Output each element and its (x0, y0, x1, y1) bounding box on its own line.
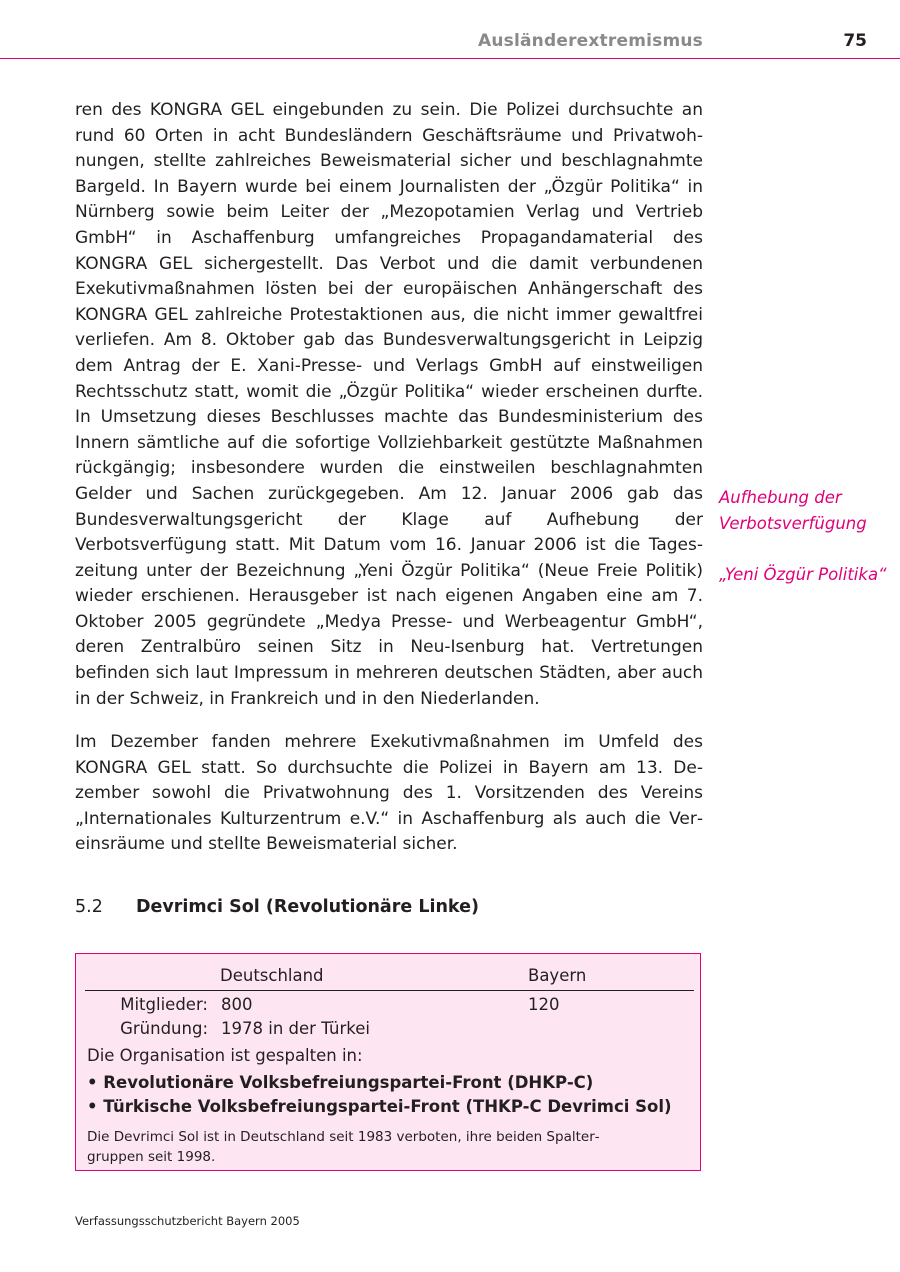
section-title: Devrimci Sol (Revolutionäre Linke) (136, 897, 479, 917)
list-item: • Türkische Volksbefreiungspartei-Front (THKP-C Devrimci Sol) (87, 1095, 672, 1119)
column-header-bayern: Bayern (528, 966, 587, 985)
row-label-gruendung: Gründung: (120, 1019, 208, 1038)
running-header (0, 28, 900, 59)
marginal-note-aufhebung: Aufhebung der Verbotsverfügung (719, 488, 867, 533)
row-label-mitglieder: Mitglieder: (120, 995, 208, 1014)
value-by-mitglieder: 120 (528, 995, 560, 1014)
list-item: • Revolutionäre Volksbefreiungspartei-Front (DHKP-C) (87, 1071, 672, 1095)
page-number: 75 (843, 31, 867, 51)
organisation-list (87, 1071, 672, 1119)
chapter-title: Ausländerextremismus (478, 31, 703, 51)
info-box (75, 953, 701, 1171)
value-de-mitglieder: 800 (221, 995, 253, 1014)
section-number: 5.2 (75, 897, 103, 917)
info-box-intro: Die Organisation ist gespalten in: (87, 1046, 363, 1065)
page-footer: Verfassungsschutzbericht Bayern 2005 (75, 1214, 300, 1228)
info-box-note: Die Devrimci Sol ist in Deutschland seit 1983 verboten, ihre beiden Spaltergruppen seit 1998. (87, 1129, 600, 1165)
section-heading (75, 897, 479, 917)
value-de-gruendung: 1978 in der Türkei (221, 1019, 370, 1038)
body-paragraph-1: ren des KONGRA GEL eingebunden zu sein. Die Polizei durchsuchte an rund 60 Orten in acht Bundesländern Geschäftsräume und Privatwohnungen, stellte zahlreiches Beweismaterial sicher und beschlagnahmte Bargeld. In Bayern wurde bei einem Journalisten der „Özgür Politika“ in Nürnberg sowie beim Leiter der „Mezopotamien Verlag und Vertrieb GmbH“ in Aschaffenburg umfangreiches Propagandamaterial des KONGRA GEL sichergestellt. Das Verbot und die damit verbundenen Exekutivmaßnahmen lösten bei der europäischen Anhängerschaft des KONGRA GEL zahlreiche Protestaktionen aus, die nicht immer gewaltfrei verliefen. Am 8. Oktober gab das Bundesverwaltungsgericht in Leipzig dem Antrag der E. Xani-Presse- und Verlags GmbH auf einstweiligen Rechtsschutz statt, womit die „Özgür Politika“ wieder erscheinen durfte. In Umsetzung dieses Beschlusses machte das Bundesministerium des Innern sämtliche auf die sofortige Vollziehbarkeit gestützte Maßnahmen rückgängig; insbesondere wurden die einstweilen beschlagnahmten Gelder und Sachen zurückgegeben. Am 12. Januar 2006 gab das Bundesverwaltungsgericht der Klage auf Aufhebung der Verbotsverfügung statt. Mit Datum vom 16. Januar 2006 ist die Tageszeitung unter der Bezeichnung „Yeni Özgür Politika“ (Neue Freie Politik) wieder erschienen. Herausgeber ist nach eigenen Angaben eine am 7. Oktober 2005 gegründete „Medya Presse- und Werbeagentur GmbH“, deren Zentralbüro seinen Sitz in Neu-Isenburg hat. Vertretungen befinden sich laut Impressum in mehreren deutschen Städten, aber auch in der Schweiz, in Frankreich und in den Niederlanden. (75, 100, 703, 709)
column-header-deutschland: Deutschland (220, 966, 324, 985)
marginal-note-yeni-oezguer: „Yeni Özgür Politika“ (719, 565, 887, 584)
body-paragraph-2: Im Dezember fanden mehrere Exekutivmaßnahmen im Umfeld des KONGRA GEL statt. So durchsuchte die Polizei in Bayern am 13. Dezember sowohl die Privatwohnung des 1. Vorsitzenden des Vereins „Internationales Kulturzentrum e.V.“ in Aschaffenburg als auch die Vereinsräume und stellte Beweismaterial sicher. (75, 732, 703, 855)
table-rule (85, 990, 694, 991)
